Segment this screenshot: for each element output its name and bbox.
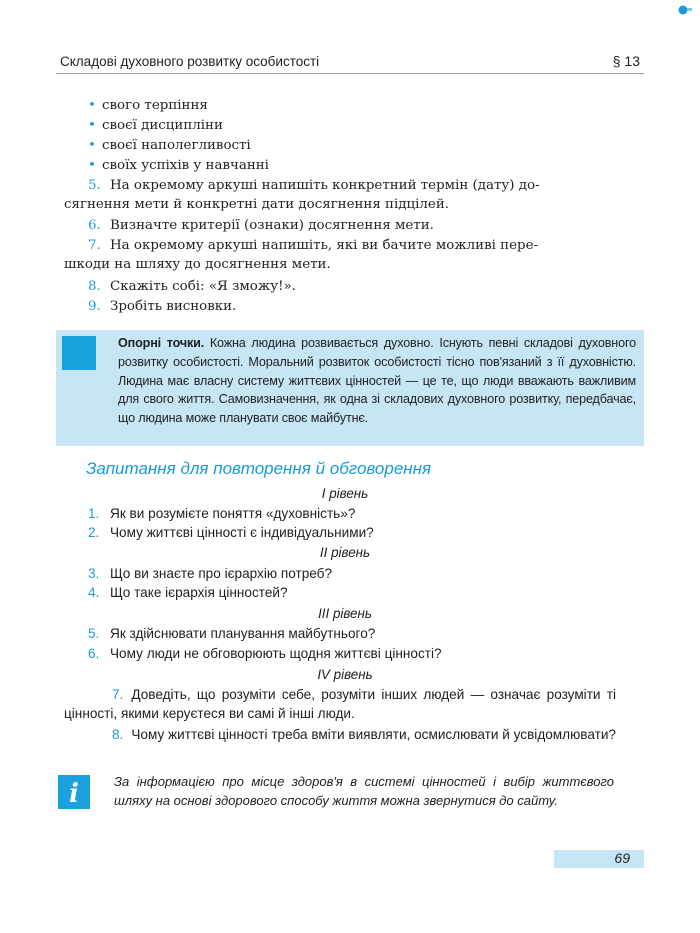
list-item: • своєї наполегливості [88,138,251,153]
bullet-icon: • [88,158,96,173]
task-item-continuation: шкоди на шляху до досягнення мети. [64,257,331,272]
question-item: 6. Чому люди не обговорюють щодня життєві цінності? [88,646,442,661]
questions-heading: Запитання для повторення й обговорення [86,459,432,478]
svg-text:i: i [69,779,79,809]
question-item: 8. Чому життєві цінності треба вміти виявляти, осмислювати й усвідомлювати? [112,727,616,742]
key-points-label: Опорні точки. [118,336,205,350]
question-item: 2. Чому життєві цінності є індивідуальними? [88,525,374,540]
section-number: § 13 [612,53,640,69]
bullet-icon: • [88,138,96,153]
bullet-icon: • [88,98,96,113]
page-number-bar [554,850,644,868]
task-item: 7. На окремому аркуші напишіть, які ви бачите можливі пере- [88,238,539,253]
level-label: II рівень [319,545,371,560]
question-item: 1. Як ви розумієте поняття «духовність»? [88,506,356,521]
question-item: 3. Що ви знаєте про ієрархію потреб? [88,566,333,581]
chapter-title: Складові духовного розвитку особистості [60,54,320,69]
list-item: • свого терпіння [88,98,208,113]
running-header [56,53,644,74]
task-item-continuation: сягнення мети й конкретні дати досягнення підцілей. [64,197,450,212]
key-points-text: Опорні точки. Кожна людина розвивається духовно. Існують певні складові духовного розвитку особистості. Моральний розвиток особистості тісно пов'язаний з її духовністю. Людина має власну систему життєвих цінностей — це те, що люди вважають важливим для свого життя. Самовизначення, як одна зі складових духовного розвитку, передбачає, що людина може планувати своє майбутнє. [118,336,636,426]
level-label: IV рівень [317,667,373,682]
page-number: 69 [614,850,630,866]
question-item: 5. Як здійснювати планування майбутнього? [88,626,376,641]
info-icon [58,775,90,809]
task-item: 6. Визначте критерії (ознаки) досягнення мети. [88,218,434,233]
question-item: 7. Доведіть, що розуміти себе, розуміти інших людей — означає розуміти ті цінності, якими керуєтеся ви самі й інші люди. [64,687,616,721]
key-points-icon [62,336,96,370]
info-note: За інформацією про місце здоров'я в системі цінностей і вибір життєвого шляху на основі здорового способу життя можна звернутися до сайту. [114,774,614,808]
list-item: • своєї дисципліни [88,118,223,133]
list-item: • своїх успіхів у навчанні [88,158,269,173]
publisher-logo-icon [678,4,692,16]
task-item: 9. Зробіть висновки. [88,299,237,314]
bullet-icon: • [88,118,96,133]
level-label: III рівень [318,606,372,621]
key-points-panel [56,330,644,446]
task-item: 5. На окремому аркуші напишіть конкретний термін (дату) до- [88,178,540,193]
task-item: 8. Скажіть собі: «Я зможу!». [88,279,296,294]
question-item: 4. Що таке ієрархія цінностей? [88,585,288,600]
level-label: I рівень [321,486,369,501]
